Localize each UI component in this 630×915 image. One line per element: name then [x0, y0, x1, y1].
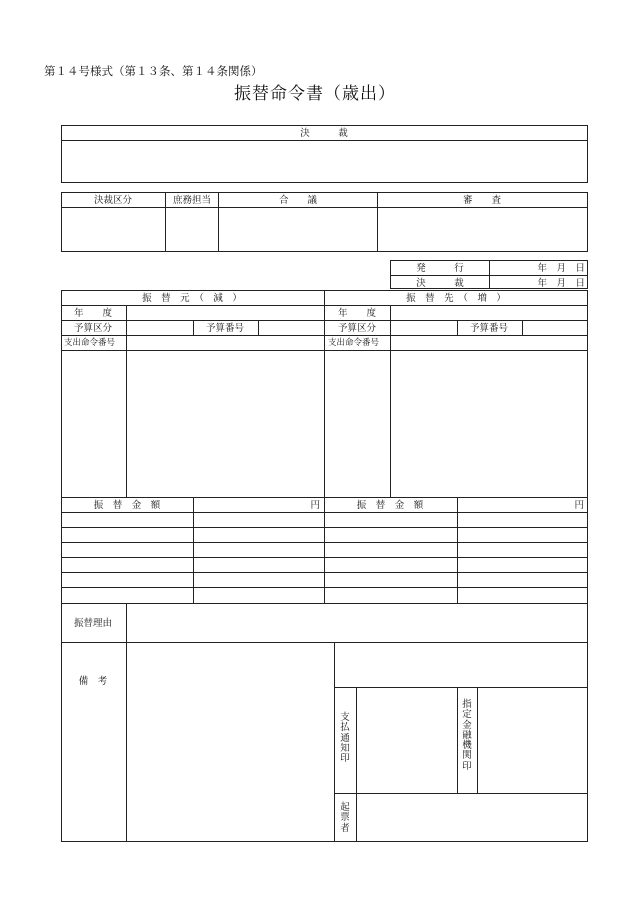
source-budget-number-label: 予算番号 [205, 323, 245, 334]
destination-amount-label: 振 替 金 額 [356, 500, 424, 511]
decision-date-label: 決 裁 [416, 278, 464, 289]
drafter-label: 起票者 [340, 802, 350, 834]
decision-date-ymd: 年 月 日 [537, 278, 585, 289]
examination-label: 審 査 [462, 195, 502, 206]
general-affairs-label: 庶務担当 [172, 195, 212, 206]
issue-date-ymd: 年 月 日 [537, 263, 585, 274]
source-budget-class-label: 予算区分 [73, 323, 113, 334]
form-number: 第１４号様式（第１３条、第１４条関係） [44, 64, 263, 78]
source-amount-yen: 円 [310, 500, 320, 511]
source-header: 振 替 元 （ 減 ） [142, 293, 242, 304]
remarks-label: 備 考 [78, 676, 108, 687]
category-box [61, 192, 588, 252]
destination-amount-yen: 円 [574, 500, 584, 511]
payment-notice-seal-label: 支払通知印 [340, 712, 350, 764]
source-amount-label: 振 替 金 額 [93, 500, 161, 511]
destination-budget-class-label: 予算区分 [337, 323, 377, 334]
consultation-label: 合 議 [278, 195, 318, 206]
destination-payment-order-label: 支出命令番号 [328, 338, 380, 348]
source-payment-order-label: 支出命令番号 [64, 338, 116, 348]
destination-budget-number-label: 予算番号 [469, 323, 509, 334]
decision-type-label: 決裁区分 [93, 195, 133, 206]
source-year-label: 年 度 [73, 308, 113, 319]
designated-bank-seal-label: 指定金融機関印 [462, 699, 472, 772]
approval-header: 決 裁 [300, 128, 348, 139]
transfer-reason-label: 振替理由 [73, 618, 113, 629]
page-title: 振替命令書（歳出） [234, 84, 396, 104]
destination-year-label: 年 度 [337, 308, 377, 319]
destination-header: 振 替 先 （ 増 ） [406, 293, 506, 304]
issue-label: 発 行 [416, 263, 464, 274]
